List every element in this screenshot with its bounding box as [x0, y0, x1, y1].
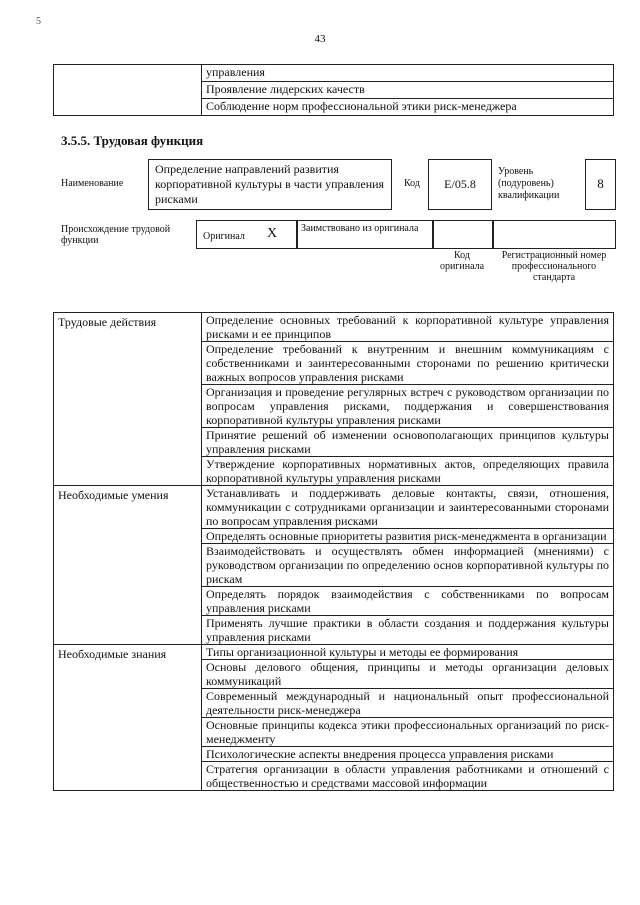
table-cell: Основные принципы кодекса этики профессиональных организаций по риск-менеджменту	[202, 718, 614, 747]
borrowed-label: Заимствовано из оригинала	[301, 223, 419, 234]
corner-mark: 5	[36, 16, 41, 27]
table-cell: Основы делового общения, принципы и методы организации деловых коммуникаций	[202, 660, 614, 689]
original-label: Оригинал	[203, 231, 245, 242]
table-cell: Устанавливать и поддерживать деловые контакты, связи, отношения, коммуникации с сотрудниками организации и заинтересованными сторонами по вопросам управления рисками	[202, 486, 614, 529]
table-cell: Организация и проведение регулярных встреч с руководством организации по вопросам управления рисками, поддержания и совершенствования корпоративной культуры управления рисками	[202, 385, 614, 428]
section-header: Необходимые знания	[54, 645, 202, 791]
name-box	[148, 159, 392, 210]
table-cell: Психологические аспекты внедрения процесса управления рисками	[202, 747, 614, 762]
table-row	[54, 65, 614, 82]
header-cell	[54, 65, 202, 116]
table-cell: Определять основные приоритеты развития риск-менеджмента в организации	[202, 529, 614, 544]
origin-label: Происхождение трудовой функции	[61, 224, 171, 246]
table-cell: Принятие решений об изменении основополагающих принципов культуры управления рисками	[202, 428, 614, 457]
name-label: Наименование	[61, 178, 124, 189]
reg-caption: Регистрационный номер профессионального стандарта	[501, 250, 607, 283]
borrowed-box	[296, 220, 434, 249]
code-label: Код	[404, 178, 420, 189]
code-value: E/05.8	[444, 177, 476, 191]
section-header: Трудовые действия	[54, 313, 202, 486]
table-cell: Типы организационной культуры и методы ее формирования	[202, 645, 614, 660]
table-cell: Применять лучшие практики в области создания и поддержания культуры управления рисками	[202, 616, 614, 645]
x-mark: X	[267, 226, 278, 241]
reg-number-box	[492, 220, 616, 249]
original-box	[196, 220, 298, 249]
table-cell: Современный международный и национальный опыт профессиональной деятельности риск-менеджера	[202, 689, 614, 718]
level-label: Уровень (подуровень) квалификации	[498, 166, 560, 201]
name-value: Определение направлений развития корпоративной культуры в части управления рисками	[155, 162, 385, 206]
value-cell: управления	[202, 65, 614, 82]
value-cell: Проявление лидерских качеств	[202, 82, 614, 99]
table-cell: Определять порядок взаимодействия с собственниками по вопросам управления рисками	[202, 587, 614, 616]
page-number: 43	[314, 33, 326, 45]
section-header: Необходимые умения	[54, 486, 202, 645]
section-title: 3.5.5. Трудовая функция	[61, 133, 204, 148]
level-value: 8	[597, 176, 604, 191]
function-table	[53, 312, 614, 791]
code-box	[428, 159, 492, 210]
table-row	[54, 486, 614, 529]
continuation-table	[53, 64, 614, 116]
table-row	[54, 645, 614, 660]
table-cell: Утверждение корпоративных нормативных актов, определяющих правила корпоративной культуры управления рисками	[202, 457, 614, 486]
table-cell: Взаимодействовать и осуществлять обмен информацией (мнениями) с руководством организации по определению основ корпоративной культуры по рискам	[202, 544, 614, 587]
level-box	[585, 159, 616, 210]
code-origin-box	[432, 220, 494, 249]
table-cell: Стратегия организации в области управления работниками и отношений с общественностью и средствами массовой информации	[202, 762, 614, 791]
code-caption: Код оригинала	[439, 250, 485, 272]
value-cell: Соблюдение норм профессиональной этики риск-менеджера	[202, 99, 614, 116]
table-cell: Определение требований к внутренним и внешним коммуникациям с собственниками и заинтересованными сторонами по решению критически важных вопросов управления рисками	[202, 342, 614, 385]
table-row	[54, 313, 614, 342]
table-cell: Определение основных требований к корпоративной культуре управления рисками и ее принципов	[202, 313, 614, 342]
